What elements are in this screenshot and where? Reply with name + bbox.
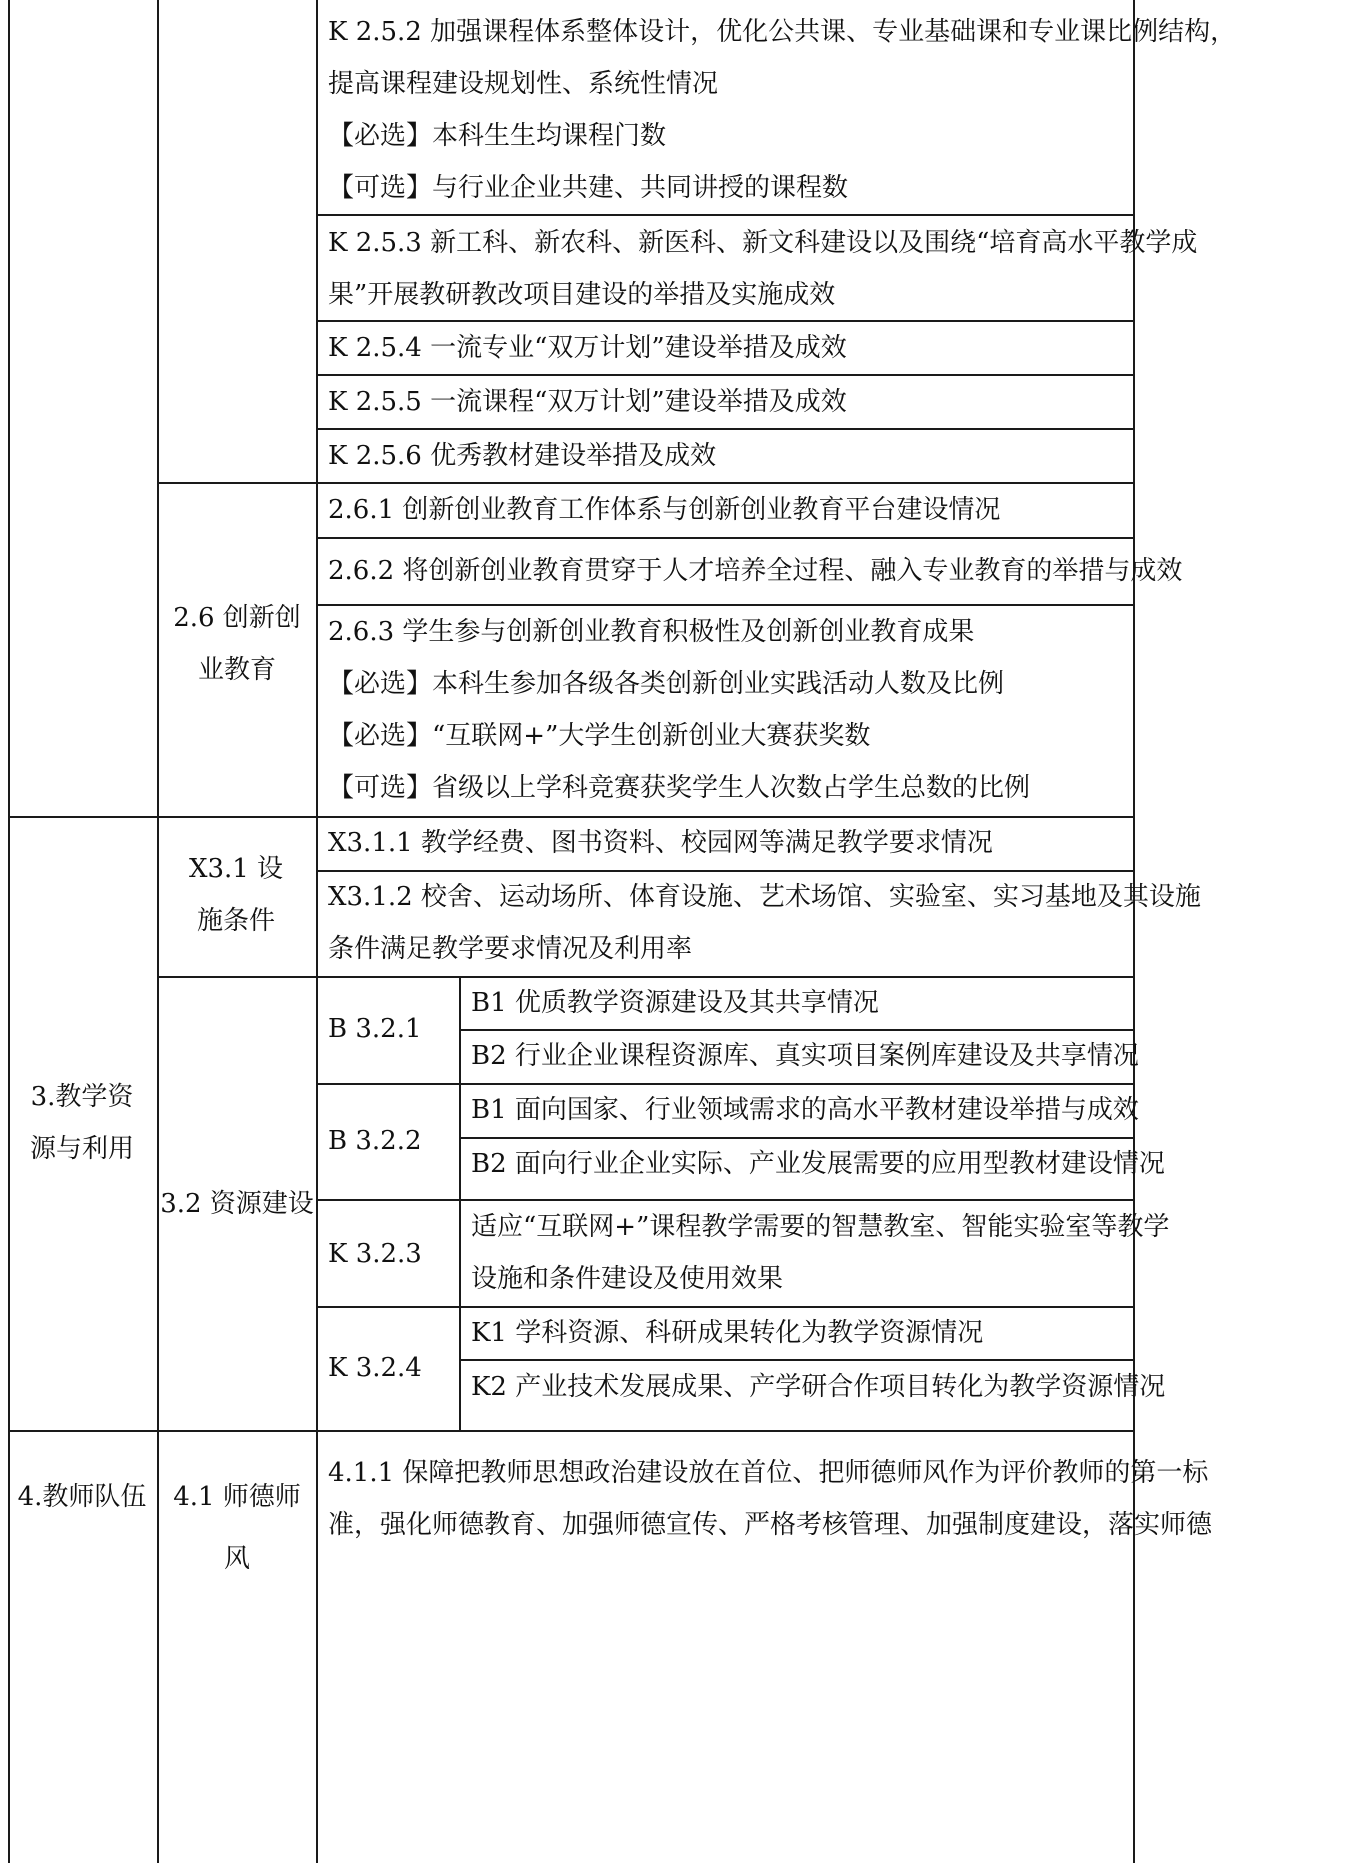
indicator-b321-b1: B1 优质教学资源建设及其共享情况	[471, 988, 879, 1018]
indicator-b322-code: B 3.2.2	[328, 1126, 422, 1156]
section-4-label: 4.教师队伍	[17, 1482, 147, 1512]
section-3-1-label: X3.1 设施条件	[188, 854, 284, 936]
indicator-k323-code: K 3.2.3	[328, 1239, 422, 1269]
indicator-k324-k2: K2 产业技术发展成果、产学研合作项目转化为教学资源情况	[471, 1372, 1166, 1402]
indicator-k324-code: K 3.2.4	[328, 1353, 422, 1383]
section-3-2-label: 3.2 资源建设	[160, 1189, 314, 1219]
indicator-263-required-2: 【必选】“互联网+”大学生创新创业大赛获奖数	[328, 721, 871, 751]
indicator-b322-b1: B1 面向国家、行业领域需求的高水平教材建设举措与成效	[471, 1095, 1139, 1125]
indicator-k255: K 2.5.5 一流课程“双万计划”建设举措及成效	[328, 387, 847, 417]
section-2-6-label: 2.6 创新创业教育	[173, 603, 301, 685]
table-border-right	[1133, 0, 1135, 1863]
indicator-k324-k1: K1 学科资源、科研成果转化为教学资源情况	[471, 1318, 984, 1348]
indicator-b321-code: B 3.2.1	[328, 1014, 422, 1044]
indicator-k253-line1: K 2.5.3 新工科、新农科、新医科、新文科建设以及围绕“培育高水平教学成	[328, 228, 1198, 258]
indicator-b321-b2: B2 行业企业课程资源库、真实项目案例库建设及共享情况	[471, 1041, 1139, 1071]
indicator-k252-required: 【必选】本科生生均课程门数	[328, 121, 667, 151]
indicator-411-line1: 4.1.1 保障把教师思想政治建设放在首位、把师德师风作为评价教师的第一标	[328, 1458, 1209, 1488]
table-border-left	[8, 0, 10, 1863]
indicator-k252-line2: 提高课程建设规划性、系统性情况	[328, 69, 719, 99]
indicator-k256: K 2.5.6 优秀教材建设举措及成效	[328, 441, 717, 471]
indicator-k253-line2: 果”开展教研教改项目建设的举措及实施成效	[328, 280, 836, 310]
column-divider-3	[459, 976, 461, 1431]
column-divider-2	[316, 0, 318, 1863]
column-divider-1	[157, 0, 159, 1863]
section-4-1-label: 4.1 师德师风	[173, 1482, 301, 1574]
indicator-x312-line1: X3.1.2 校舍、运动场所、体育设施、艺术场馆、实验室、实习基地及其设施	[328, 882, 1201, 912]
section-3-label: 3.教学资源与利用	[29, 1082, 134, 1164]
indicator-x311: X3.1.1 教学经费、图书资料、校园网等满足教学要求情况	[328, 828, 993, 858]
indicator-263-optional: 【可选】省级以上学科竞赛获奖学生人次数占学生总数的比例	[328, 773, 1031, 803]
indicator-263-line1: 2.6.3 学生参与创新创业教育积极性及创新创业教育成果	[328, 617, 975, 647]
indicator-k323-line2: 设施和条件建设及使用效果	[471, 1264, 784, 1294]
indicator-k323-line1: 适应“互联网+”课程教学需要的智慧教室、智能实验室等教学	[471, 1212, 1170, 1242]
indicator-411-line2: 准，强化师德教育、加强师德宣传、严格考核管理、加强制度建设，落实师德	[328, 1510, 1213, 1540]
row-divider	[8, 1430, 1134, 1432]
indicator-k252-optional: 【可选】与行业企业共建、共同讲授的课程数	[328, 173, 849, 203]
indicator-k254: K 2.5.4 一流专业“双万计划”建设举措及成效	[328, 333, 847, 363]
indicator-x312-line2: 条件满足教学要求情况及利用率	[328, 934, 693, 964]
indicator-b322-b2: B2 面向行业企业实际、产业发展需要的应用型教材建设情况	[471, 1149, 1165, 1179]
indicator-k252-line1: K 2.5.2 加强课程体系整体设计，优化公共课、专业基础课和专业课比例结构，	[328, 17, 1237, 47]
indicator-263-required-1: 【必选】本科生参加各级各类创新创业实践活动人数及比例	[328, 669, 1005, 699]
indicator-262: 2.6.2 将创新创业教育贯穿于人才培养全过程、融入专业教育的举措与成效	[328, 556, 1183, 586]
indicator-261: 2.6.1 创新创业教育工作体系与创新创业教育平台建设情况	[328, 495, 1001, 525]
